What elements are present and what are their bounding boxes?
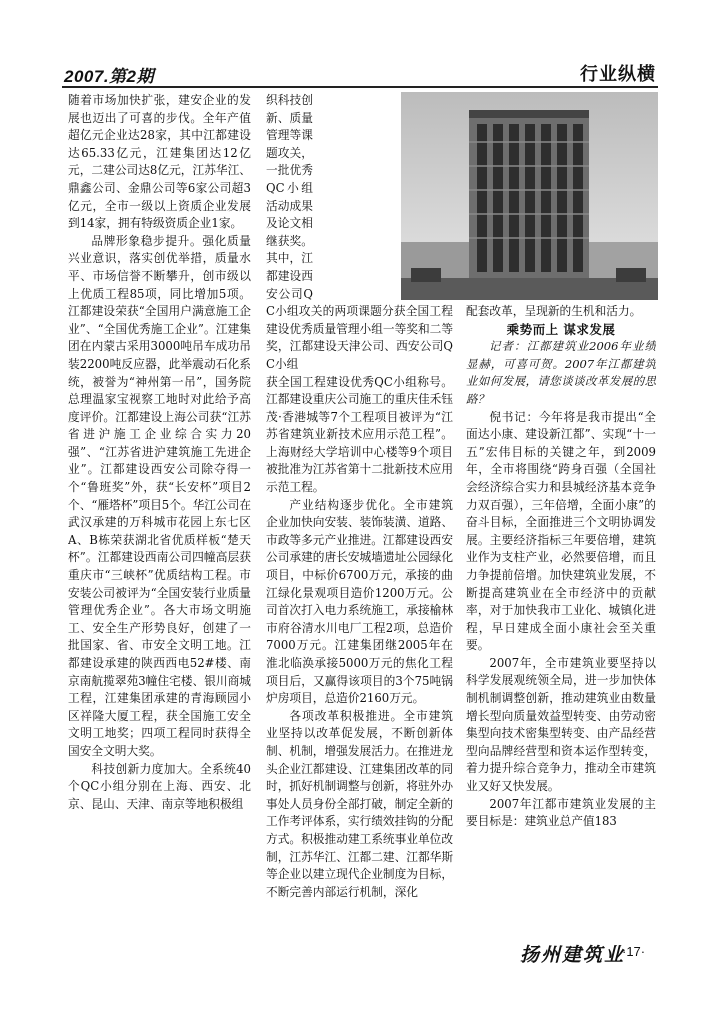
paragraph: 2007年，全市建筑业要坚持以科学发展观统领全局，进一步加快体制机制调整创新，推动建筑业由数量增长型向质量效益型转变、由劳动密集型向技术密集型转变、由产品经营型向品牌经营型和资本运作型转变，着力提升综合竞争力，推动全市建筑业又好又快发展。: [466, 655, 656, 794]
paragraph: 产业结构逐步优化。全市建筑企业加快向安装、装饰装潢、道路、市政等多元产业推进。江都建设西安公司承建的唐长安城墙遗址公园绿化项目，中标价6700万元，承接的曲江绿化景观项目造价1200万元。公司首次打入电力系统施工，承接榆林市府谷清水川电厂工程2项，总造价7000万元。江建集团继2005年在淮北临涣承接5000万元的焦化工程项目后，又赢得该项目的3个75吨锅炉房项目，总造价2160万元。: [266, 497, 453, 706]
interview-question: 记者：江都建筑业2006年业绩显赫，可喜可贺。2007年江都建筑业如何发展，请您谈谈改革发展的思路？: [466, 339, 656, 406]
column-3: [466, 92, 656, 922]
paragraph: 2007年江都市建筑业发展的主要目标是：建筑业总产值183: [466, 796, 656, 829]
magazine-logo: 扬州建筑业: [520, 944, 626, 966]
page-number: ·17·: [622, 944, 646, 959]
subheading: 乘势而上 谋求发展: [506, 321, 616, 337]
paragraph: 品牌形象稳步提升。强化质量兴业意识，落实创优举措，质量水平、市场信誉不断攀升，创市级以上优质工程85项，同比增加5项。江都建设荣获“全国用户满意施工企业”、“全国优秀施工企业”。江建集团在内蒙古采用3000吨吊车成功吊装2200吨反应器，此举震动石化系统，被誉为“神州第一吊”，国务院总理温家宝视察工地时对此给予高度评价。江都建设上海公司获“江苏省进沪施工企业综合实力20强”、“江苏省进沪建筑施工先进企业”。江都建设西安公司除夺得一个“鲁班奖”外，获“长安杯”项目2个、“雁塔杯”项目5个。华江公司在武汉承建的万科城市花园上东七区A、B栋荣获湖北省优质样板“楚天杯”。江都建设西南公司四幢高层获重庆市“三峡杯”优质结构工程。市安装公司被评为“全国安装行业质量管理优秀企业”。各大市场文明施工、安全生产形势良好，创建了一批国家、省、市安全文明工地。江都建设承建的陕西西电52#楼、南京南航揽翠苑3幢住宅楼、银川商城工程，江建集团承建的青海顾园小区祥隆大厦工程，获全国施工安全文明工地奖；四项工程同时获得全国安全文明大奖。: [68, 233, 251, 758]
paragraph: 各项改革积极推进。全市建筑业坚持以改革促发展，不断创新体制、机制，增强发展活力。在推进龙头企业江都建设、江建集团改革的同时，抓好机制调整与创新，将驻外办事处人员身份全部打破，制定全新的工作考评体系，实行绩效挂钩的分配方式。积极推动建工系统事业单位改制，江苏华江、江都二建、江都华斯等企业以建立现代企业制度为目标，不断完善内部运行机制，深化: [266, 708, 453, 899]
section-title: 行业纵横: [580, 64, 656, 85]
paragraph: 织科技创新、质量管理等课题攻关，一批优秀QC小组活动成果及论文相继获奖。其中，江都建设西安公司QC小组攻关的两项课题分获全国工程建设优秀质量管理小组一等奖和二等奖，江都建设天津公司、西安公司QC小组: [266, 93, 453, 371]
paragraph: 倪书记：今年将是我市提出“全面达小康、建设新江都”、实现“十一五”宏伟目标的关键之年，到2009年，全市将围绕“跨身百强（全国社会经济综合实力和县城经济基本竞争力双百强），三年倍增，全面小康”的奋斗目标，全面推进三个文明协调发展。主要经济指标三年要倍增，建筑业作为支柱产业，必然要倍增，而且力争提前倍增。加快建筑业发展，不断提高建筑业在全市经济中的贡献率，对于加快我市工业化、城镇化进程，早日建成全面小康社会至关重要。: [466, 409, 656, 653]
paragraph: 科技创新力度加大。全系统40个QC小组分别在上海、西安、北京、昆山、天津、南京等地积极组: [68, 761, 251, 811]
photo-spacer: [466, 92, 656, 303]
paragraph: 配套改革，呈现新的生机和活力。: [466, 304, 642, 318]
page-header: [62, 60, 658, 88]
paragraph: 获全国工程建设优秀QC小组称号。江都建设重庆公司施工的重庆佳禾钰茂·香港城等7个工程项目被评为“江苏省建筑业新技术应用示范工程”。上海财经大学培训中心楼等9个项目被批准为江苏省第十二批新技术应用示范工程。: [266, 374, 453, 495]
paragraph: 随着市场加快扩张，建安企业的发展也迈出了可喜的步伐。全年产值超亿元企业达28家，其中江都建设达65.33亿元，江建集团达12亿元，二建公司达8亿元，江苏华江、鼎鑫公司、金鼎公司等6家公司超3亿元，全市一级以上资质企业发展到14家，拥有特级资质企业1家。: [68, 93, 251, 231]
issue-label: 2007.第2期: [64, 67, 154, 86]
column-1: [68, 92, 251, 922]
